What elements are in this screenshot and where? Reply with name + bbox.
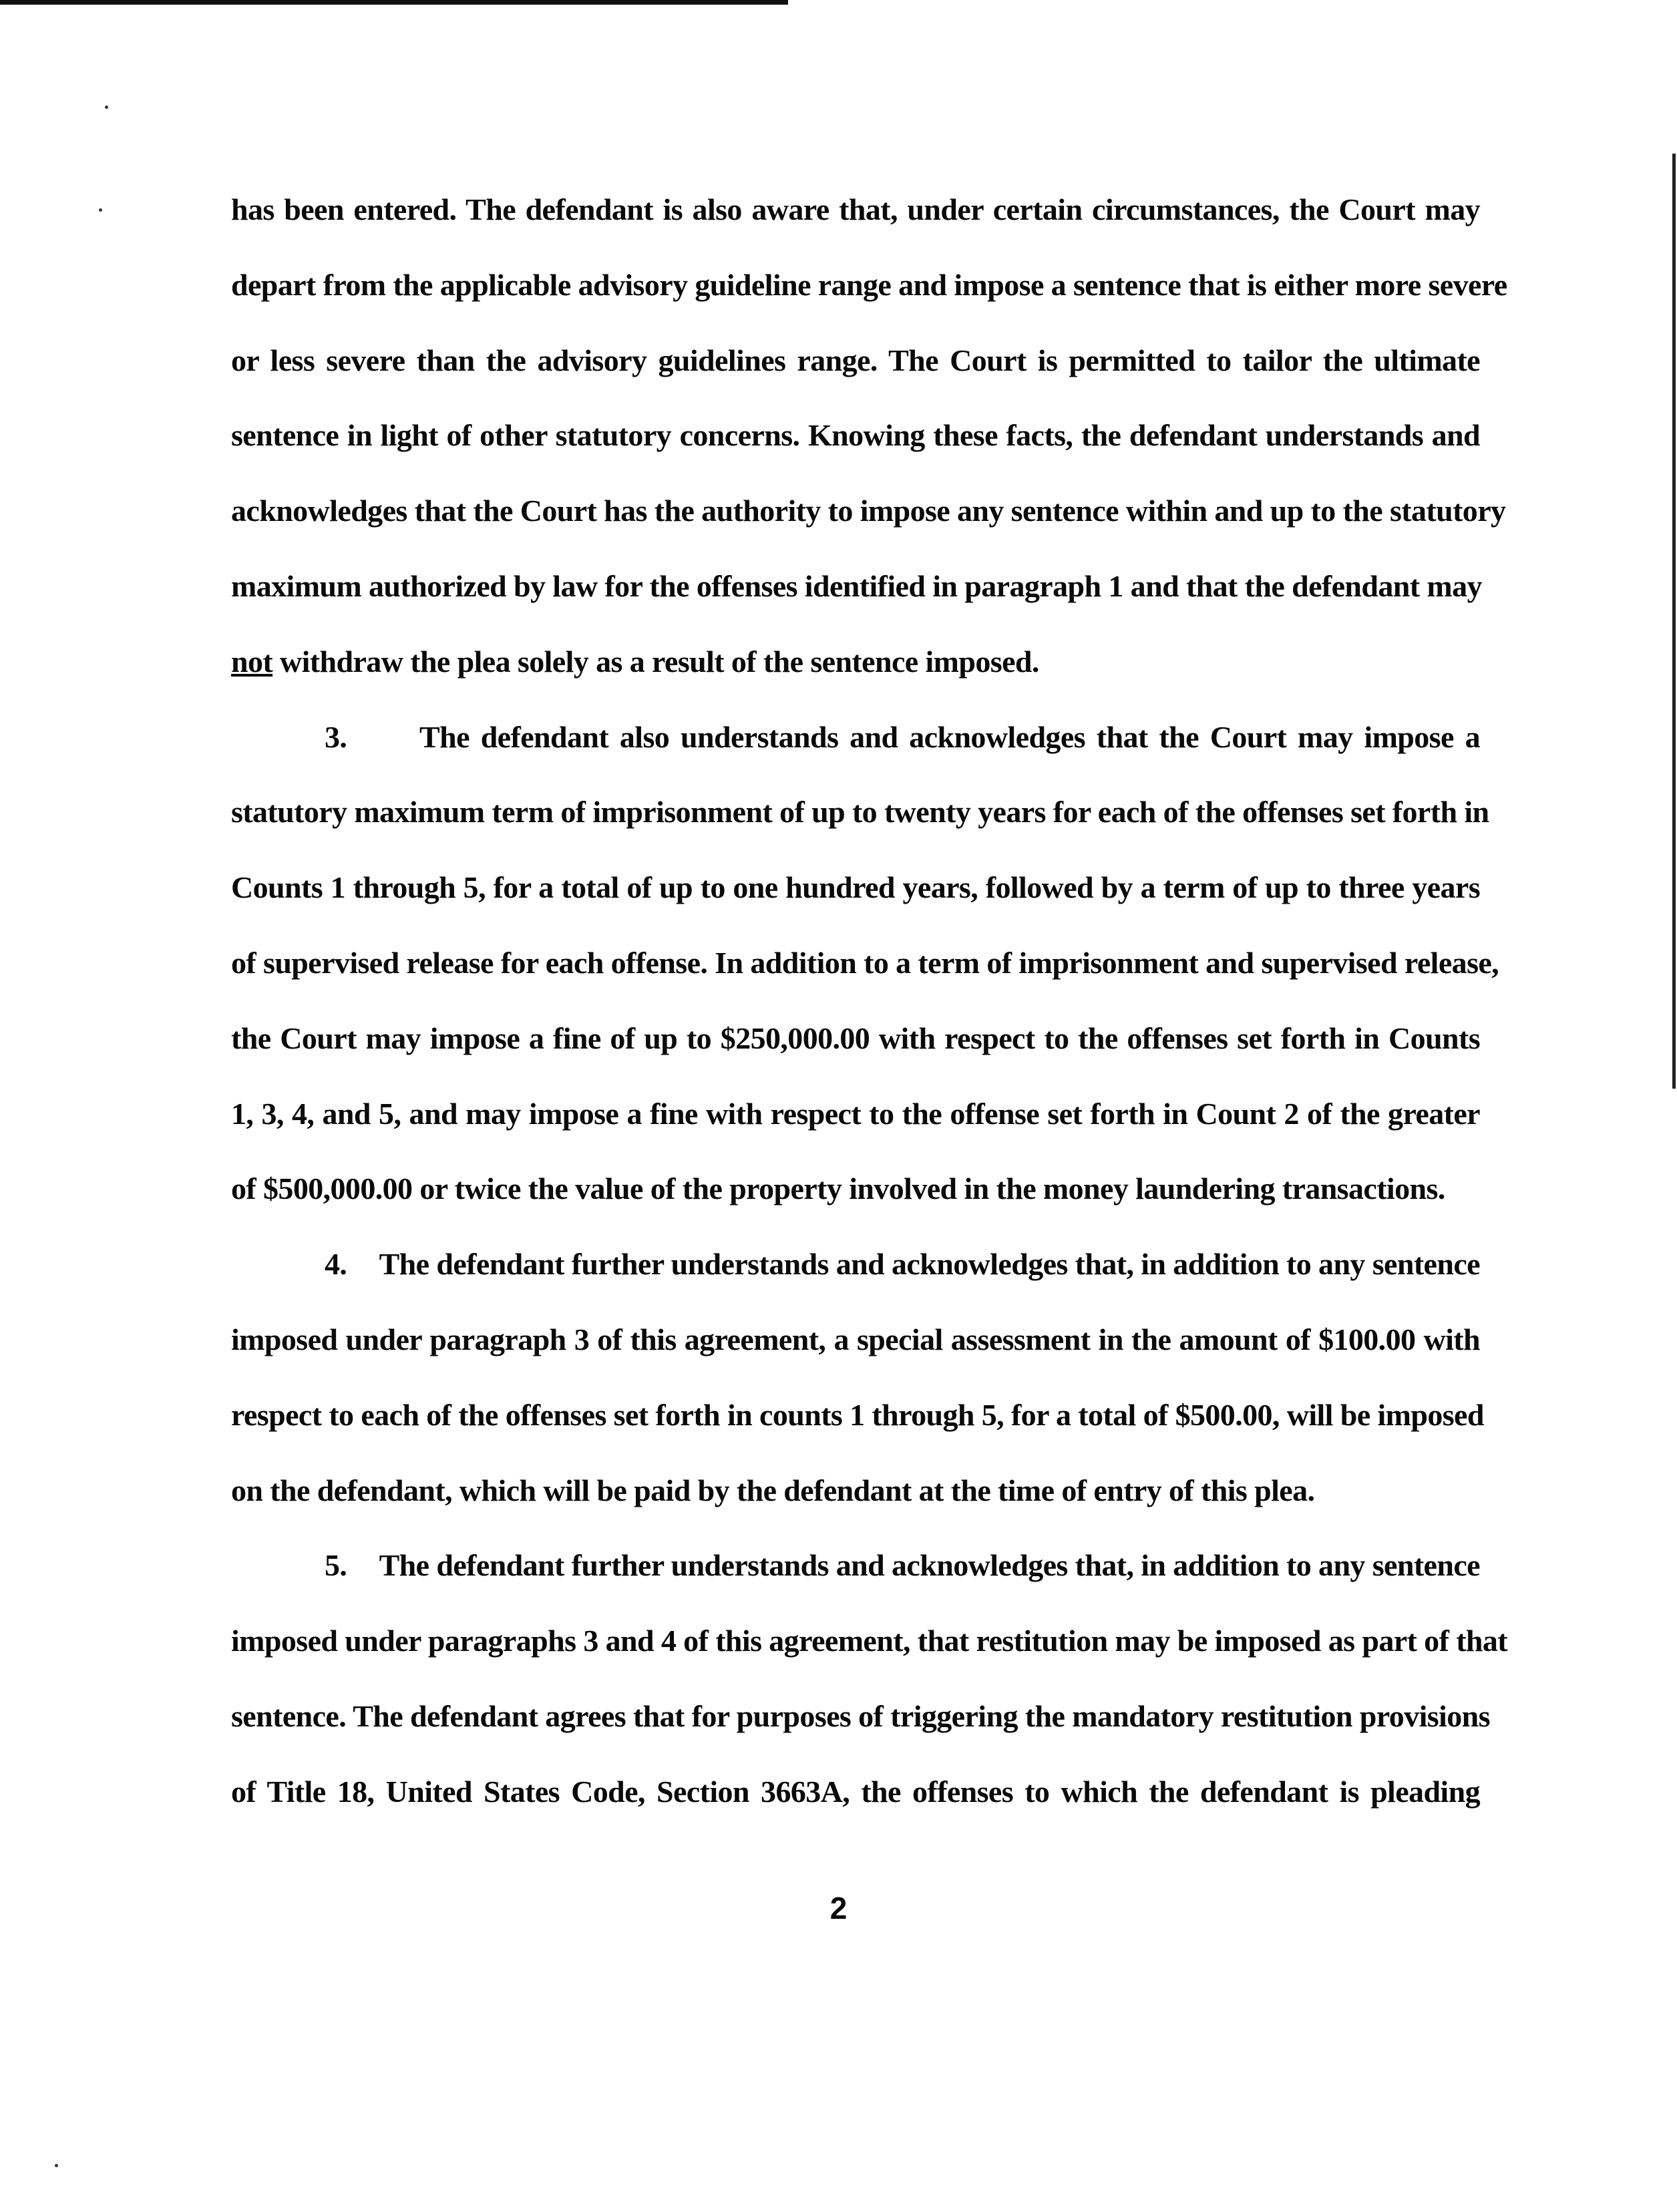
document-body bbox=[231, 172, 1508, 1830]
text-line: The defendant also understands and acknowledges that the Court may impose a bbox=[419, 719, 1480, 754]
text-line: sentence in light of other statutory concerns. Knowing these facts, the defendant understands and bbox=[231, 418, 1480, 453]
scan-speck bbox=[105, 106, 108, 109]
scan-edge-top bbox=[0, 0, 788, 5]
text-line: 1, 3, 4, and 5, and may impose a fine with respect to the offense set forth in Count 2 of the greater bbox=[231, 1096, 1480, 1131]
text-line bbox=[231, 624, 1480, 700]
paragraph-5-start bbox=[231, 1528, 1480, 1604]
text-line: maximum authorized by law for the offenses identified in paragraph 1 and that the defendant may bbox=[231, 568, 1482, 603]
text-line: the Court may impose a fine of up to $250,000.00 with respect to the offenses set forth in Counts bbox=[231, 1021, 1480, 1055]
text-line: has been entered. The defendant is also aware that, under certain circumstances, the Court may bbox=[231, 192, 1480, 226]
text-line-rest: withdraw the plea solely as a result of the sentence imposed. bbox=[272, 644, 1039, 679]
scan-speck bbox=[55, 2164, 58, 2167]
scan-speck bbox=[99, 208, 102, 212]
text-line: Counts 1 through 5, for a total of up to one hundred years, followed by a term of up to three years bbox=[231, 870, 1480, 905]
emphasis-not: not bbox=[231, 644, 273, 679]
text-line: imposed under paragraph 3 of this agreement, a special assessment in the amount of $100.00 with bbox=[231, 1322, 1480, 1356]
text-line: of supervised release for each offense. In addition to a term of imprisonment and supervised release, bbox=[231, 945, 1499, 980]
text-line: imposed under paragraphs 3 and 4 of this agreement, that restitution may be imposed as part of that bbox=[231, 1624, 1508, 1658]
text-line: The defendant further understands and acknowledges that, in addition to any sentence bbox=[379, 1548, 1480, 1583]
paragraph-number: 3. bbox=[325, 719, 347, 754]
text-line: The defendant further understands and acknowledges that, in addition to any sentence bbox=[379, 1247, 1480, 1282]
paragraph-4-start bbox=[231, 1227, 1480, 1302]
text-line: sentence. The defendant agrees that for purposes of triggering the mandatory restitution provisions bbox=[231, 1698, 1490, 1733]
text-line: depart from the applicable advisory guideline range and impose a sentence that is either more severe bbox=[231, 267, 1507, 302]
text-line: respect to each of the offenses set forth in counts 1 through 5, for a total of $500.00, will be imposed bbox=[231, 1397, 1484, 1432]
text-line: of Title 18, United States Code, Section 3663A, the offenses to which the defendant is pleading bbox=[231, 1774, 1480, 1809]
text-line: or less severe than the advisory guidelines range. The Court is permitted to tailor the ultimate bbox=[231, 343, 1480, 377]
text-line: statutory maximum term of imprisonment of up to twenty years for each of the offenses set forth in bbox=[231, 795, 1489, 830]
scan-edge-right bbox=[1672, 154, 1676, 1089]
text-line: of $500,000.00 or twice the value of the property involved in the money laundering transactions. bbox=[231, 1171, 1445, 1206]
text-line: acknowledges that the Court has the authority to impose any sentence within and up to the statutory bbox=[231, 494, 1506, 528]
paragraph-3-start bbox=[231, 700, 1480, 775]
paragraph-number: 5. bbox=[325, 1548, 347, 1583]
text-line: on the defendant, which will be paid by the defendant at the time of entry of this plea. bbox=[231, 1473, 1315, 1507]
paragraph-number: 4. bbox=[325, 1247, 347, 1282]
page-number: 2 bbox=[829, 1891, 848, 1925]
